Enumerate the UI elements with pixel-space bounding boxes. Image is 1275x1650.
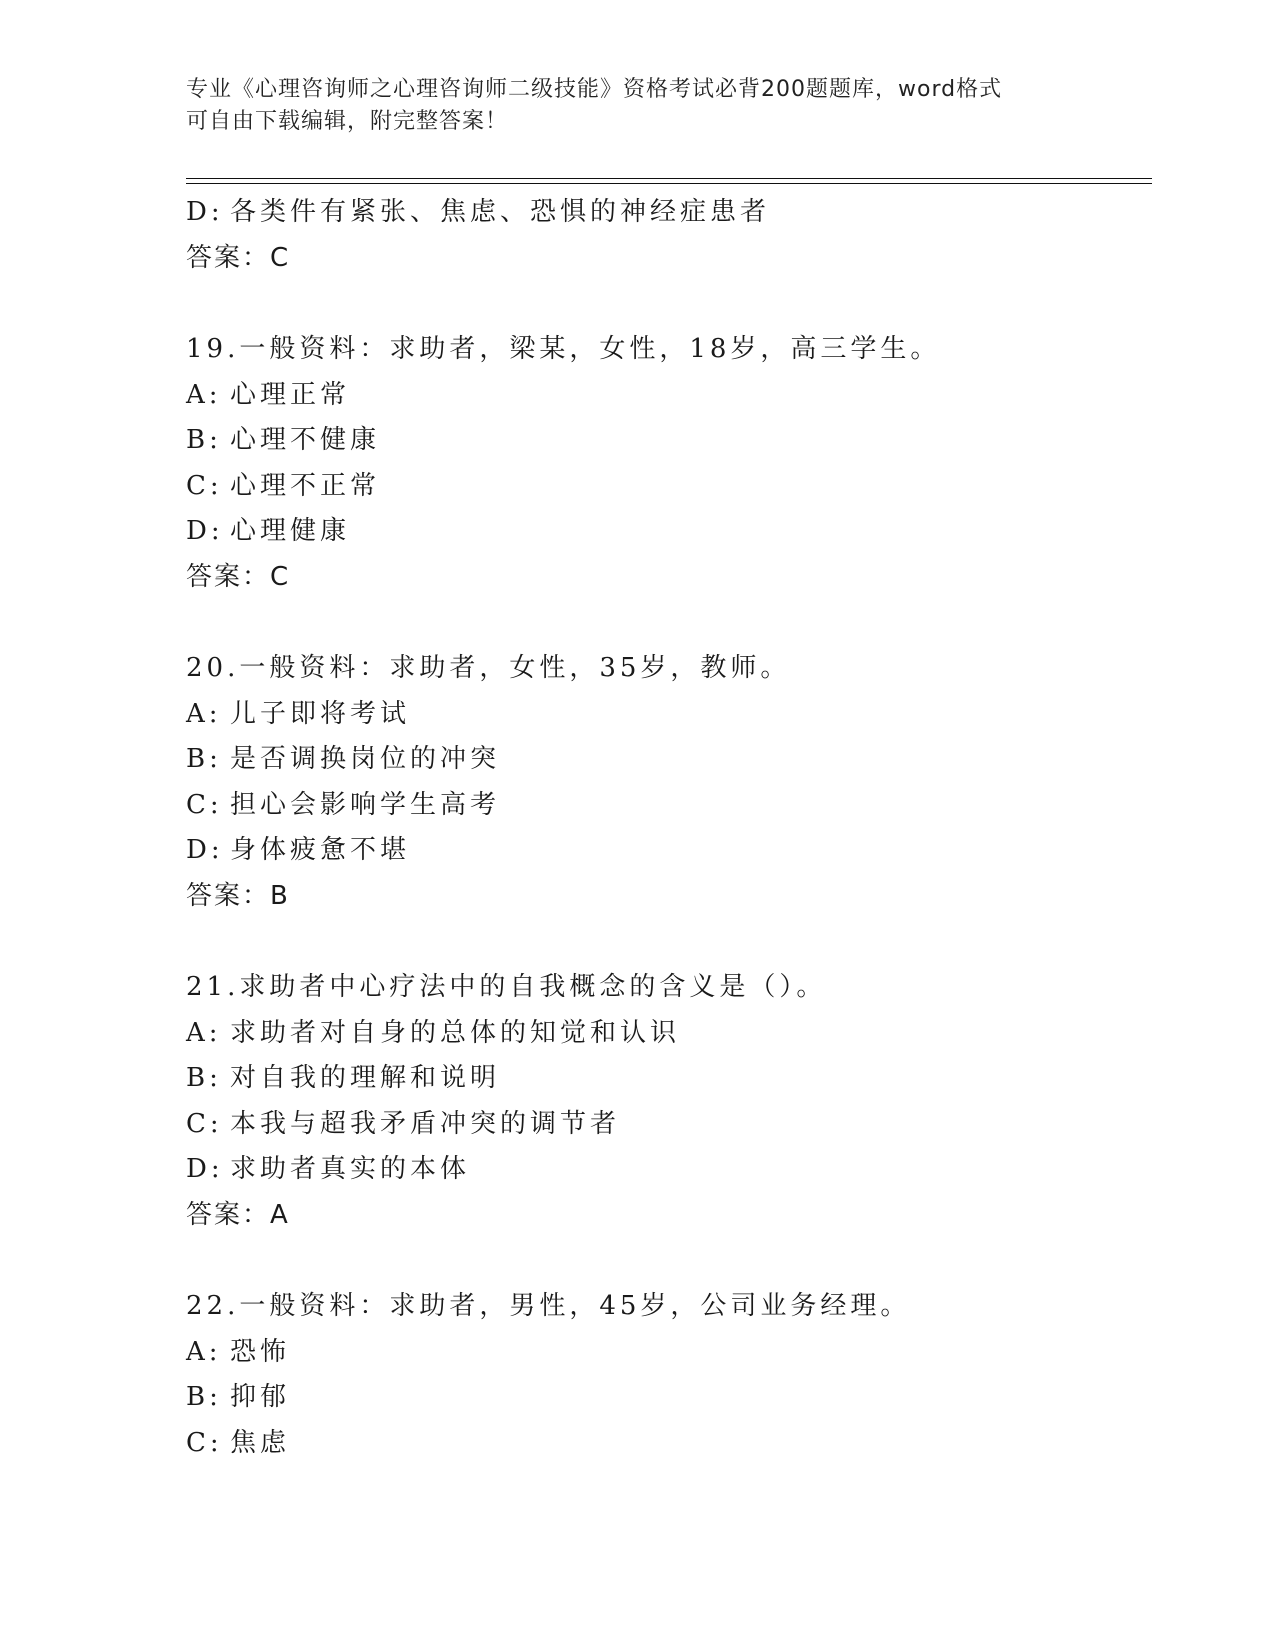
option-text: 求助者真实的本体 [230,1154,471,1184]
option-d [186,190,1166,236]
option-label: B: [186,1382,222,1412]
answer-line: 答案：C [186,242,291,273]
header-rule-top [186,178,1152,179]
option-label: A: [186,1336,222,1367]
option-a [186,1011,1166,1057]
option-label: B: [186,1063,222,1093]
option-label: A: [186,1017,222,1048]
option-d [186,509,1166,555]
spacer [186,281,1166,327]
option-label: D: [186,197,224,227]
option-label: B: [186,744,222,774]
option-b [186,1375,1166,1421]
option-b [186,1056,1166,1102]
option-a [186,373,1166,419]
option-label: D: [186,516,224,546]
option-label: C: [186,1427,223,1458]
option-text: 心理健康 [230,516,351,546]
question-stem: 20.一般资料：求助者，女性，35岁，教师。 [186,653,791,683]
option-b [186,737,1166,783]
option-label: C: [186,470,223,501]
option-label: D: [186,835,224,865]
option-text: 心理不正常 [230,470,381,501]
option-label: C: [186,789,223,820]
option-c [186,464,1166,510]
option-a [186,1330,1166,1376]
question-stem: 21.求助者中心疗法中的自我概念的含义是（）。 [186,972,827,1002]
option-label: D: [186,1154,224,1184]
option-a [186,692,1166,738]
answer-line: 答案：A [186,1199,290,1230]
option-label: C: [186,1108,223,1139]
option-d [186,1147,1166,1193]
option-c [186,1421,1166,1467]
spacer [186,600,1166,646]
question-content [186,190,1166,1466]
option-text: 心理正常 [230,379,351,410]
page-header [186,74,1066,138]
option-text: 各类件有紧张、焦虑、恐惧的神经症患者 [230,197,771,227]
question-stem: 22.一般资料：求助者，男性，45岁，公司业务经理。 [186,1291,911,1321]
option-c [186,783,1166,829]
option-text: 本我与超我矛盾冲突的调节者 [230,1108,621,1139]
option-text: 对自我的理解和说明 [230,1063,501,1093]
option-text: 是否调换岗位的冲突 [230,744,501,774]
header-line-2: 可自由下载编辑，附完整答案！ [186,109,509,134]
option-text: 身体疲惫不堪 [230,835,411,865]
option-label: A: [186,698,222,729]
answer-line: 答案：C [186,561,291,592]
header-line-1: 专业《心理咨询师之心理咨询师二级技能》资格考试必背200题题库，word格式 [186,77,1003,102]
option-text: 焦虑 [230,1427,291,1458]
option-text: 担心会影响学生高考 [230,789,501,820]
spacer [186,1238,1166,1284]
spacer [186,919,1166,965]
option-text: 恐怖 [230,1336,291,1367]
option-d [186,828,1166,874]
header-rule-bottom [186,183,1152,184]
option-text: 抑郁 [230,1382,291,1412]
option-b [186,418,1166,464]
option-text: 心理不健康 [230,425,381,455]
option-text: 求助者对自身的总体的知觉和认识 [230,1017,681,1048]
option-label: B: [186,425,222,455]
question-stem: 19.一般资料：求助者，梁某，女性，18岁，高三学生。 [186,334,941,364]
answer-line: 答案：B [186,880,290,911]
option-text: 儿子即将考试 [230,698,411,729]
option-c [186,1102,1166,1148]
option-label: A: [186,379,222,410]
